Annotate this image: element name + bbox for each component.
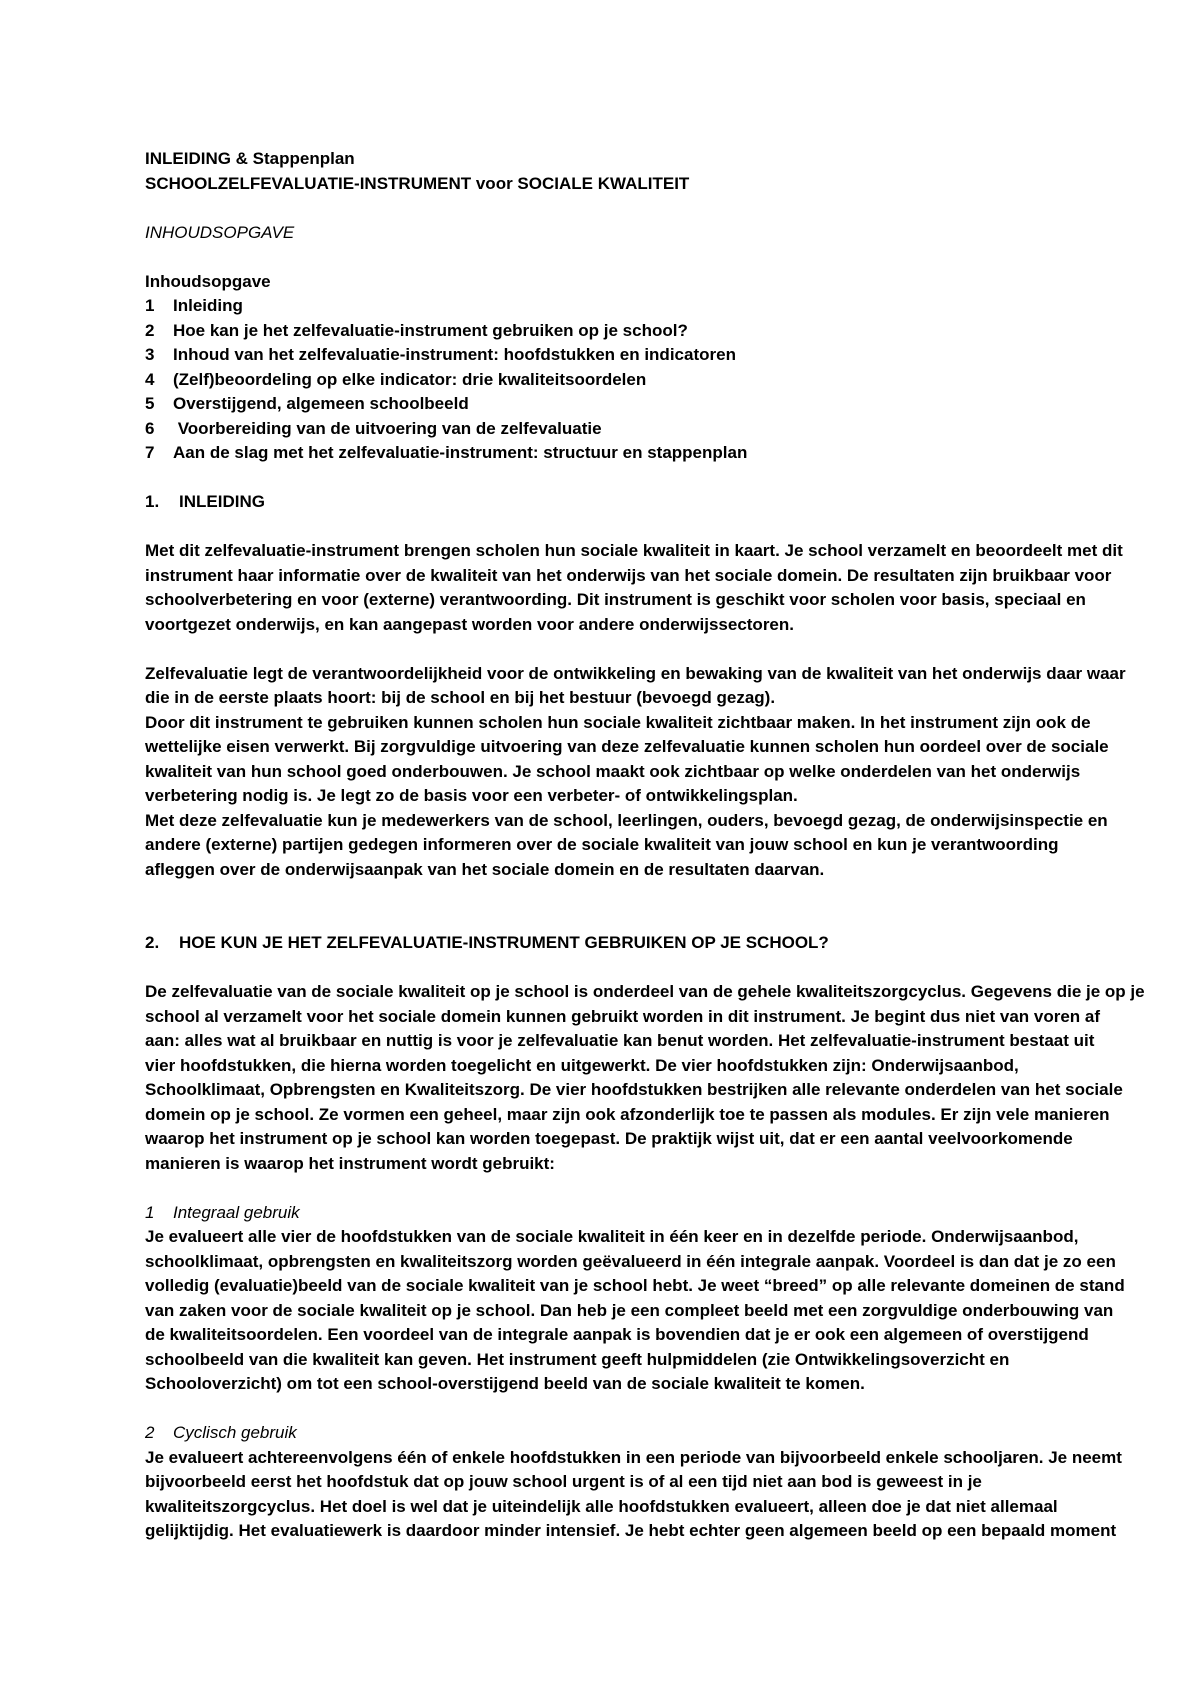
paragraph-line: vier hoofdstukken, die hierna worden toegelicht en uitgewerkt. De vier hoofdstukken zijn: Onderwijsaanbod, bbox=[145, 1055, 1019, 1075]
paragraph bbox=[145, 662, 1155, 883]
toc-item-label: Voorbereiding van de uitvoering van de zelfevaluatie bbox=[173, 418, 602, 438]
section-number: 2. bbox=[145, 933, 160, 952]
toc-item bbox=[145, 294, 1155, 319]
paragraph-line: gelijktijdig. Het evaluatiewerk is daardoor minder intensief. Je hebt echter geen algemeen beeld op een bepaald moment bbox=[145, 1521, 1117, 1540]
paragraph-line: school al verzamelt voor het sociale domein kunnen gebruikt worden in dit instrument. Je begint dus niet van voren af bbox=[145, 1006, 1101, 1026]
paragraph-line: bijvoorbeeld eerst het hoofdstuk dat op jouw school urgent is of al een tijd niet aan bod is geweest in je bbox=[145, 1472, 982, 1491]
toc-item-number: 4 bbox=[145, 369, 155, 389]
toc-item-label: Overstijgend, algemeen schoolbeeld bbox=[173, 394, 469, 413]
paragraph-line: Schoolklimaat, Opbrengsten en Kwaliteitszorg. De vier hoofdstukken bestrijken alle relevante onderdelen van het sociale bbox=[145, 1080, 1123, 1099]
toc-item-label: Inhoud van het zelfevaluatie-instrument: hoofdstukken en indicatoren bbox=[173, 345, 736, 364]
paragraph-line: de kwaliteitsoordelen. Een voordeel van de integrale aanpak is bovendien dat je er ook een algemeen of overstijgend bbox=[145, 1325, 1089, 1344]
toc-item-label: Aan de slag met het zelfevaluatie-instrument: structuur en stappenplan bbox=[173, 443, 748, 462]
document-subtitle: SCHOOLZELFEVALUATIE-INSTRUMENT voor SOCIALE KWALITEIT bbox=[145, 173, 690, 193]
toc-item-number: 6 bbox=[145, 418, 155, 438]
paragraph-line: Door dit instrument te gebruiken kunnen scholen hun sociale kwaliteit zichtbaar maken. In het instrument zijn ook de bbox=[145, 712, 1091, 732]
section-heading bbox=[145, 490, 1155, 515]
section-number: 1. bbox=[145, 492, 160, 511]
toc-item-label: Inleiding bbox=[173, 296, 243, 315]
paragraph bbox=[145, 980, 1155, 1176]
section-title: HOE KUN JE HET ZELFEVALUATIE-INSTRUMENT GEBRUIKEN OP JE SCHOOL? bbox=[179, 933, 829, 952]
paragraph-line: afleggen over de onderwijsaanpak van het sociale domein en de resultaten daarvan. bbox=[145, 859, 825, 879]
toc-item bbox=[145, 392, 1155, 417]
toc-item-number: 7 bbox=[145, 443, 155, 462]
toc-item-number: 2 bbox=[145, 320, 155, 340]
toc-item-label: Hoe kan je het zelfevaluatie-instrument gebruiken op je school? bbox=[173, 320, 688, 340]
toc-item bbox=[145, 441, 1155, 466]
paragraph-line: manieren is waarop het instrument wordt gebruikt: bbox=[145, 1153, 555, 1173]
document-title: INLEIDING & Stappenplan bbox=[145, 149, 355, 168]
table-of-contents bbox=[145, 294, 1155, 466]
paragraph-line: wettelijke eisen verwerkt. Bij zorgvuldige uitvoering van deze zelfevaluatie kunnen scholen hun oordeel over de sociale bbox=[145, 737, 1109, 756]
toc-item bbox=[145, 319, 1155, 344]
toc-item-number: 5 bbox=[145, 394, 155, 413]
paragraph-line: kwaliteit van hun school goed onderbouwen. Je school maakt ook zichtbaar op welke onderdelen van het onderwijs bbox=[145, 761, 1081, 781]
toc-caption: INHOUDSOPGAVE bbox=[145, 222, 295, 242]
paragraph-line: van zaken voor de sociale kwaliteit op je school. Dan heb je een compleet beeld met een zorgvuldige onderbouwing van bbox=[145, 1300, 1114, 1320]
toc-heading: Inhoudsopgave bbox=[145, 271, 271, 291]
paragraph-line: De zelfevaluatie van de sociale kwaliteit op je school is onderdeel van de gehele kwaliteitszorgcyclus. Gegevens die je op je bbox=[145, 982, 1145, 1001]
paragraph bbox=[145, 539, 1155, 637]
toc-item-number: 3 bbox=[145, 345, 155, 364]
paragraph-line: waarop het instrument op je school kan worden toegepast. De praktijk wijst uit, dat er een aantal veelvoorkomende bbox=[145, 1129, 1073, 1148]
subsection-heading bbox=[145, 1201, 1155, 1226]
paragraph bbox=[145, 1225, 1155, 1397]
paragraph-line: aan: alles wat al bruikbaar en nuttig is voor je zelfevaluatie kan benut worden. Het zelfevaluatie-instrument bestaat uit bbox=[145, 1031, 1095, 1050]
subsection-number: 2 bbox=[145, 1423, 155, 1442]
section-heading bbox=[145, 931, 1155, 956]
subsection-number: 1 bbox=[145, 1202, 155, 1222]
paragraph-line: Met dit zelfevaluatie-instrument brengen scholen hun sociale kwaliteit in kaart. Je school verzamelt en beoordeelt met dit bbox=[145, 541, 1123, 560]
paragraph-line: verbetering nodig is. Je legt zo de basis voor een verbeter- of ontwikkelingsplan. bbox=[145, 786, 798, 805]
paragraph-line: schoolbeeld van die kwaliteit kan geven. Het instrument geeft hulpmiddelen (zie Ontwikkelingsoverzicht en bbox=[145, 1349, 1010, 1369]
paragraph-line: die in de eerste plaats hoort: bij de school en bij het bestuur (bevoegd gezag). bbox=[145, 688, 776, 707]
toc-item-number: 1 bbox=[145, 296, 155, 315]
paragraph-line: domein op je school. Ze vormen een geheel, maar zijn ook afzonderlijk toe te passen als modules. Er zijn vele manieren bbox=[145, 1104, 1110, 1124]
paragraph-line: schoolklimaat, opbrengsten en kwaliteitszorg worden geëvalueerd in één integrale aanpak. Voordeel is dan dat je zo een bbox=[145, 1251, 1116, 1271]
document-page bbox=[145, 147, 1155, 1544]
paragraph bbox=[145, 1446, 1155, 1544]
toc-item bbox=[145, 417, 1155, 442]
paragraph-line: kwaliteitszorgcyclus. Het doel is wel dat je uiteindelijk alle hoofdstukken evalueert, alleen doe je dat niet allemaal bbox=[145, 1496, 1058, 1516]
paragraph-line: schoolverbetering en voor (externe) verantwoording. Dit instrument is geschikt voor scholen voor basis, speciaal en bbox=[145, 590, 1086, 609]
paragraph-line: Zelfevaluatie legt de verantwoordelijkheid voor de ontwikkeling en bewaking van de kwaliteit van het onderwijs daar waar bbox=[145, 663, 1126, 683]
paragraph-line: andere (externe) partijen gedegen informeren over de sociale kwaliteit van jouw school en kun je verantwoording bbox=[145, 835, 1059, 854]
paragraph-line: Je evalueert alle vier de hoofdstukken van de sociale kwaliteit in één keer en in dezelfde periode. Onderwijsaanbod, bbox=[145, 1227, 1079, 1246]
paragraph-line: Schooloverzicht) om tot een school-overstijgend beeld van de sociale kwaliteit te komen. bbox=[145, 1374, 865, 1393]
paragraph-line: volledig (evaluatie)beeld van de sociale kwaliteit van je school hebt. Je weet “breed” op alle relevante domeinen de stand bbox=[145, 1276, 1125, 1295]
paragraph-line: Met deze zelfevaluatie kun je medewerkers van de school, leerlingen, ouders, bevoegd gezag, de onderwijsinspectie en bbox=[145, 810, 1108, 830]
paragraph-line: voortgezet onderwijs, en kan aangepast worden voor andere onderwijssectoren. bbox=[145, 614, 794, 634]
subsection-title: Cyclisch gebruik bbox=[173, 1423, 297, 1442]
section-title: INLEIDING bbox=[179, 492, 265, 511]
subsection-heading bbox=[145, 1421, 1155, 1446]
paragraph-line: instrument haar informatie over de kwaliteit van het onderwijs van het sociale domein. De resultaten zijn bruikbaar voor bbox=[145, 565, 1112, 585]
toc-item-label: (Zelf)beoordeling op elke indicator: drie kwaliteitsoordelen bbox=[173, 369, 647, 389]
subsection-title: Integraal gebruik bbox=[173, 1202, 300, 1222]
toc-item bbox=[145, 368, 1155, 393]
toc-item bbox=[145, 343, 1155, 368]
paragraph-line: Je evalueert achtereenvolgens één of enkele hoofdstukken in een periode van bijvoorbeeld enkele schooljaren. Je neemt bbox=[145, 1447, 1122, 1467]
